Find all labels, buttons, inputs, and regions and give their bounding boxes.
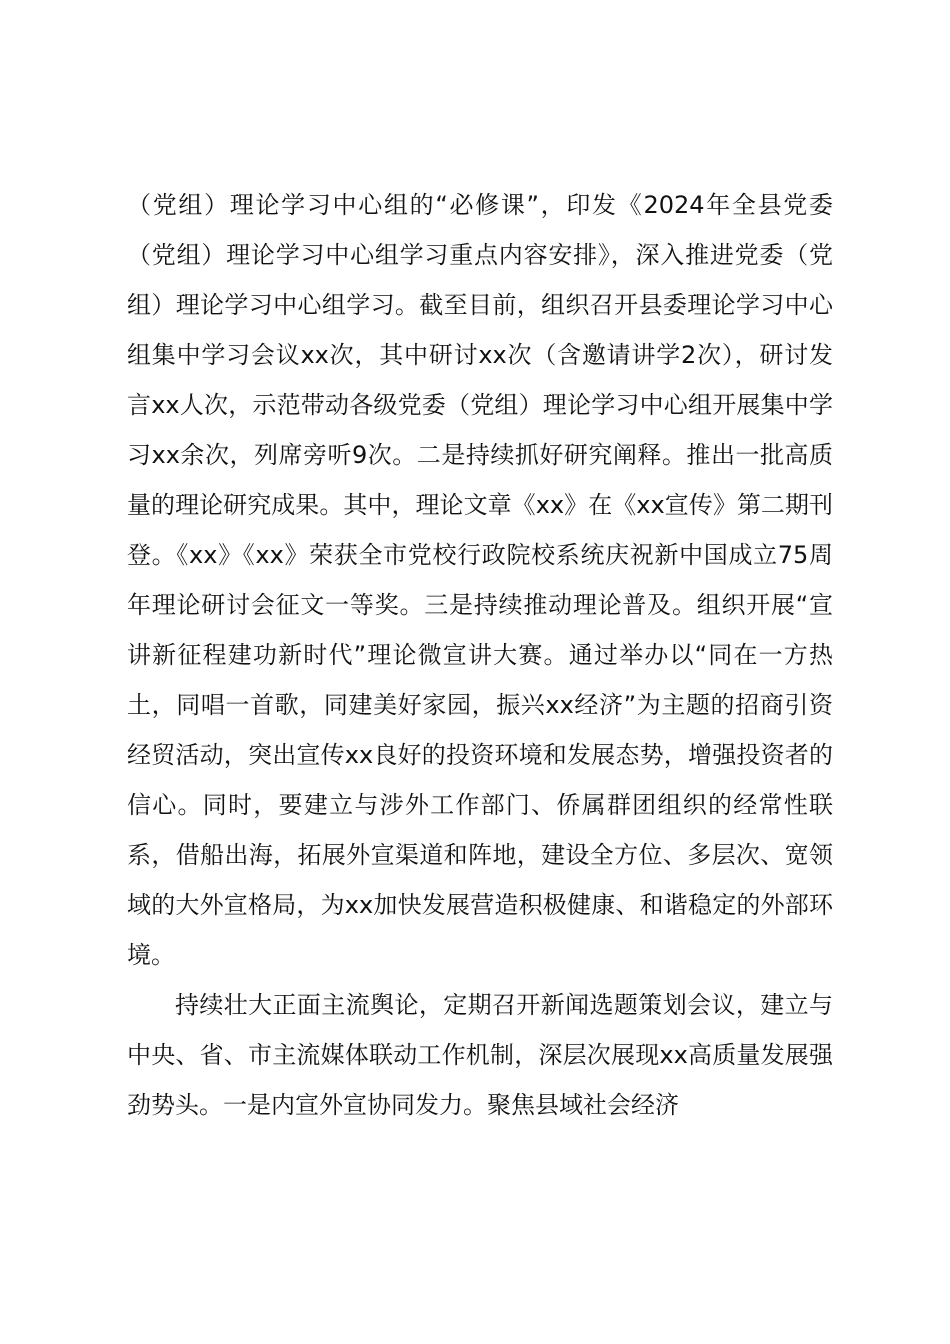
paragraph-1: （党组）理论学习中心组的“必修课”，印发《2024年全县党委（党组）理论学习中心组学习重点内容安排》，深入推进党委（党组）理论学习中心组学习。截至目前，组织召开县委理论学习中心组集中学习会议xx次，其中研讨xx次（含邀请讲学2次），研讨发言xx人次，示范带动各级党委（党组）理论学习中心组开展集中学习xx余次，列席旁听9次。二是持续抓好研究阐释。推出一批高质量的理论研究成果。其中，理论文章《xx》在《xx宣传》第二期刊登。《xx》《xx》荣获全市党校行政院校系统庆祝新中国成立75周年理论研讨会征文一等奖。三是持续推动理论普及。组织开展“宣讲新征程建功新时代”理论微宣讲大赛。通过举办以“同在一方热土，同唱一首歌，同建美好家园，振兴xx经济”为主题的招商引资经贸活动，突出宣传xx良好的投资环境和发展态势，增强投资者的信心。同时，要建立与涉外工作部门、侨属群团组织的经常性联系，借船出海，拓展外宣渠道和阵地，建设全方位、多层次、宽领域的大外宣格局，为xx加快发展营造积极健康、和谐稳定的外部环境。 (127, 191, 833, 969)
document-body (127, 180, 833, 1130)
paragraph-2: 持续壮大正面主流舆论，定期召开新闻选题策划会议，建立与中央、省、市主流媒体联动工作机制，深层次展现xx高质量发展强劲势头。一是内宣外宣协同发力。聚焦县域社会经济 (127, 991, 833, 1119)
